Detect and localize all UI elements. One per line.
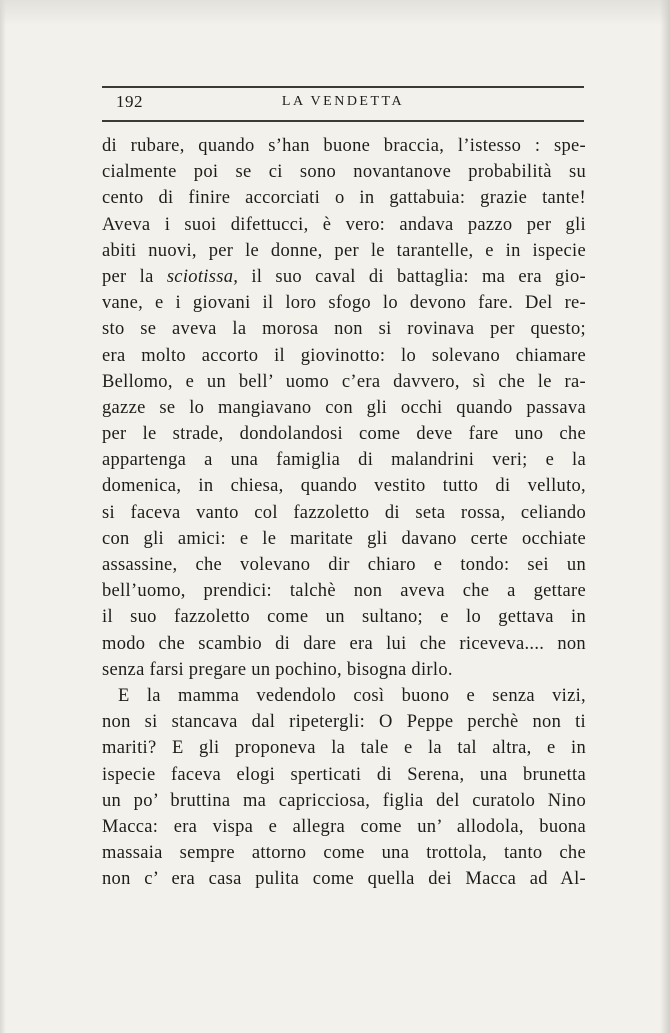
text-line: si faceva vanto col fazzoletto di seta rossa, celiando [102, 502, 586, 523]
header-rule-bottom [102, 120, 584, 122]
text-line: modo che scambio di dare era lui che riceveva.... non [102, 633, 586, 654]
body-text [102, 133, 586, 892]
text-line: di rubare, quando s’han buone braccia, l’istesso : spe- [102, 136, 586, 156]
page-number: 192 [116, 92, 143, 111]
text-line: con gli amici: e le maritate gli davano certe occhiate [102, 528, 586, 549]
text-line: gazze se lo mangiavano con gli occhi quando passava [102, 397, 586, 418]
text-line: non si stancava dal ripetergli: O Peppe perchè non ti [102, 712, 586, 733]
text-line: appartenga a una famiglia di malandrini veri; e la [102, 450, 586, 471]
text-line: Macca: era vispa e allegra come un’ allodola, buona [102, 816, 586, 837]
text-segment: il suo caval di battaglia: ma era gio- [238, 266, 586, 287]
text-line: Bellomo, e un bell’ uomo c’era davvero, sì che le ra- [102, 371, 586, 392]
text-line: ispecie faceva elogi sperticati di Serena, una brunetta [102, 764, 586, 785]
paragraph-last-line: senza farsi pregare un pochino, bisogna dirlo. [102, 659, 453, 680]
text-line: mariti? E gli proponeva la tale e la tal altra, e in [102, 738, 586, 759]
scan-edge-top [0, 0, 670, 26]
page-header [102, 86, 584, 122]
text-line-with-italic [102, 264, 586, 290]
text-line: Aveva i suoi difettucci, è vero: andava pazzo per gli [102, 214, 586, 235]
italic-word: sciotissa, [166, 266, 239, 287]
scan-edge-right [660, 0, 670, 1033]
text-line: un po’ bruttina ma capricciosa, figlia del curatolo Nino [102, 790, 586, 811]
text-line: abiti nuovi, per le donne, per le tarantelle, e in ispecie [102, 240, 586, 261]
text-line: era molto accorto il giovinotto: lo solevano chiamare [102, 345, 586, 366]
text-line: sto se aveva la morosa non si rovinava per questo; [102, 319, 586, 340]
text-line: cialmente poi se ci sono novantanove probabilità su [102, 162, 586, 183]
text-line: non c’ era casa pulita come quella dei Macca ad Al- [102, 869, 586, 890]
text-segment: per la [102, 266, 167, 287]
header-rule-top [102, 86, 584, 88]
scan-edge-left [0, 0, 6, 1033]
running-title: LA VENDETTA [281, 94, 405, 109]
text-line: massaia sempre attorno come una trottola, tanto che [102, 843, 586, 864]
text-line: domenica, in chiesa, quando vestito tutto di velluto, [102, 476, 586, 497]
text-line: cento di finire accorciati o in gattabuia: grazie tante! [102, 188, 586, 209]
text-line: il suo fazzoletto come un sultano; e lo gettava in [102, 607, 586, 628]
text-line: per le strade, dondolandosi come deve fare uno che [102, 424, 586, 445]
text-line: assassine, che volevano dir chiaro e tondo: sei un [102, 555, 586, 575]
paragraph-first-line: E la mamma vedendolo così buono e senza vizi, [118, 685, 586, 706]
text-line: vane, e i giovani il loro sfogo lo devono fare. Del re- [102, 293, 586, 314]
text-line: bell’uomo, prendici: talchè non aveva che a gettare [102, 581, 586, 602]
